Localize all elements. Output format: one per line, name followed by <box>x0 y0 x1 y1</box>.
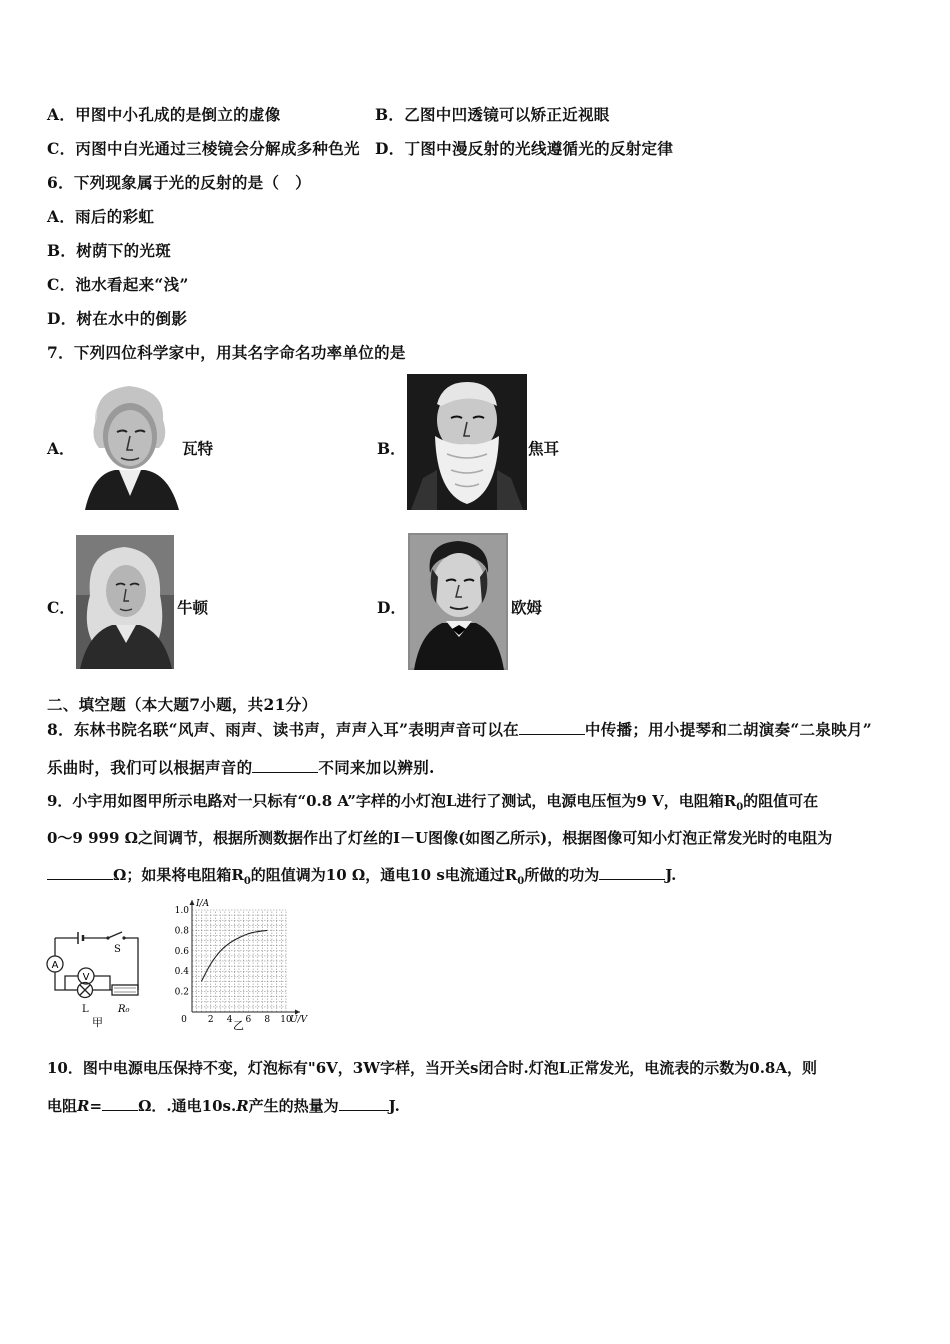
q7-a-name: 瓦特 <box>182 439 214 458</box>
q10-text-2d: 产生的热量为 <box>248 1097 339 1115</box>
q9-text-3a: Ω；如果将电阻箱R <box>113 866 244 884</box>
portrait-joule <box>407 374 527 510</box>
portrait-watt <box>75 378 183 510</box>
q8-text-1a: 8．东林书院名联“风声、雨声、读书声，声声入耳”表明声音可以在 <box>47 720 519 739</box>
q10-r-symbol-2: R <box>236 1097 249 1115</box>
q10-line-2 <box>47 1095 400 1116</box>
q8-line-2 <box>47 756 435 778</box>
q10-line-1: 10．图中电源电压保持不变，灯泡标有"6V，3W字样，当开关s闭合时.灯泡L正常发光，电流表的示数为0.8A，则 <box>47 1059 817 1077</box>
chart-caption: 乙 <box>233 1019 244 1032</box>
y-tick-label: 0.4 <box>174 967 189 978</box>
q5-option-a: A．甲图中小孔成的是倒立的虚像 <box>47 105 281 124</box>
portrait-ohm <box>408 533 508 670</box>
q9-text-1a: 9．小宇用如图甲所示电路对一只标有“0.8 A”字样的小灯泡L进行了测试，电源电压恒为9 V，电阻箱R <box>47 792 737 810</box>
q7-stem: 7．下列四位科学家中，用其名字命名功率单位的是 <box>47 343 406 362</box>
resistor-label: R₀ <box>118 1004 130 1015</box>
q7-a-letter: A． <box>47 439 75 458</box>
q5-option-b: B．乙图中凹透镜可以矫正近视眼 <box>375 105 610 124</box>
q9-text-1b: 的阻值可在 <box>743 792 819 810</box>
chart-ylabel: I/A <box>196 899 210 909</box>
q6-option-a: A．雨后的彩虹 <box>47 207 155 226</box>
q10-text-2c: Ω．.通电10s. <box>138 1097 237 1115</box>
iu-chart <box>160 895 330 1030</box>
x-tick-label: 6 <box>245 1015 252 1025</box>
q8-text-1b: 中传播；用小提琴和二胡演奏“二泉映月” <box>584 720 872 739</box>
q7-d-name: 欧姆 <box>511 598 543 617</box>
q10-blank-1[interactable] <box>102 1096 138 1111</box>
q9-line-2: 0～9 999 Ω之间调节，根据所测数据作出了灯丝的I－U图像(如图乙所示)，根据图像可知小灯泡正常发光时的电阻为 <box>47 829 833 847</box>
q9-sub-3: 0 <box>517 876 525 887</box>
q7-d-letter: D． <box>377 598 406 617</box>
q10-blank-2[interactable] <box>339 1096 389 1111</box>
q8-blank-2[interactable] <box>252 758 318 773</box>
x-axis-arrow <box>295 1010 300 1015</box>
x-tick-label: 0 <box>181 1015 187 1025</box>
x-tick-label: 4 <box>226 1015 233 1025</box>
q8-text-2a: 乐曲时，我们可以根据声音的 <box>47 758 253 777</box>
q8-blank-1[interactable] <box>519 720 585 735</box>
q9-sub-2: 0 <box>243 876 251 887</box>
ammeter-label: A <box>51 960 59 971</box>
q9-text-3c: 所做的功为 <box>524 866 600 884</box>
q7-c-letter: C． <box>47 598 75 617</box>
q8-text-2b: 不同来加以辨别. <box>318 758 435 777</box>
chart-xlabel: U/V <box>290 1015 308 1025</box>
q7-b-name: 焦耳 <box>528 439 560 458</box>
circuit-caption: 甲 <box>92 1016 103 1029</box>
q7-c-name: 牛顿 <box>177 598 209 617</box>
y-tick-label: 0.2 <box>174 987 189 998</box>
q6-option-d: D．树在水中的倒影 <box>47 309 188 328</box>
y-tick-label: 1.0 <box>174 906 189 916</box>
q6-stem: 6．下列现象属于光的反射的是（ ） <box>47 173 311 192</box>
switch-label: S <box>114 944 121 955</box>
q9-blank-1[interactable] <box>47 865 113 880</box>
y-tick-label: 0.8 <box>174 926 189 937</box>
chart-grid <box>192 910 286 1012</box>
q10-text-2a: 电阻 <box>47 1097 78 1115</box>
y-tick-label: 0.6 <box>174 946 189 957</box>
q9-line-3 <box>47 864 676 887</box>
x-tick-label: 2 <box>207 1015 214 1025</box>
q9-sub-1: 0 <box>736 802 744 813</box>
q5-option-c: C．丙图中白光通过三棱镜会分解成多种色光 <box>47 139 360 158</box>
voltmeter-label: V <box>82 972 90 983</box>
q5-option-d: D．丁图中漫反射的光线遵循光的反射定律 <box>375 139 674 158</box>
x-tick-label: 10 <box>280 1015 292 1025</box>
q9-text-3b: 的阻值调为10 Ω，通电10 s电流通过R <box>250 866 518 884</box>
q7-b-letter: B． <box>377 439 406 458</box>
y-axis-arrow <box>190 900 195 905</box>
q6-option-c: C．池水看起来“浅” <box>47 275 189 294</box>
q8-line-1 <box>47 718 872 740</box>
circuit-diagram <box>40 930 150 1030</box>
q10-text-2b: = <box>89 1097 103 1115</box>
q9-line-1 <box>47 790 818 813</box>
lamp-label: L <box>82 1004 89 1015</box>
portrait-newton <box>76 535 174 669</box>
q10-text-2e: J. <box>388 1097 400 1115</box>
q6-option-b: B．树荫下的光斑 <box>47 241 172 260</box>
section-2-heading: 二、填空题（本大题7小题，共21分） <box>47 695 318 714</box>
q10-r-symbol: R <box>77 1097 90 1115</box>
q9-blank-2[interactable] <box>599 865 665 880</box>
q9-text-3d: J. <box>665 866 677 884</box>
x-tick-label: 8 <box>264 1015 271 1025</box>
